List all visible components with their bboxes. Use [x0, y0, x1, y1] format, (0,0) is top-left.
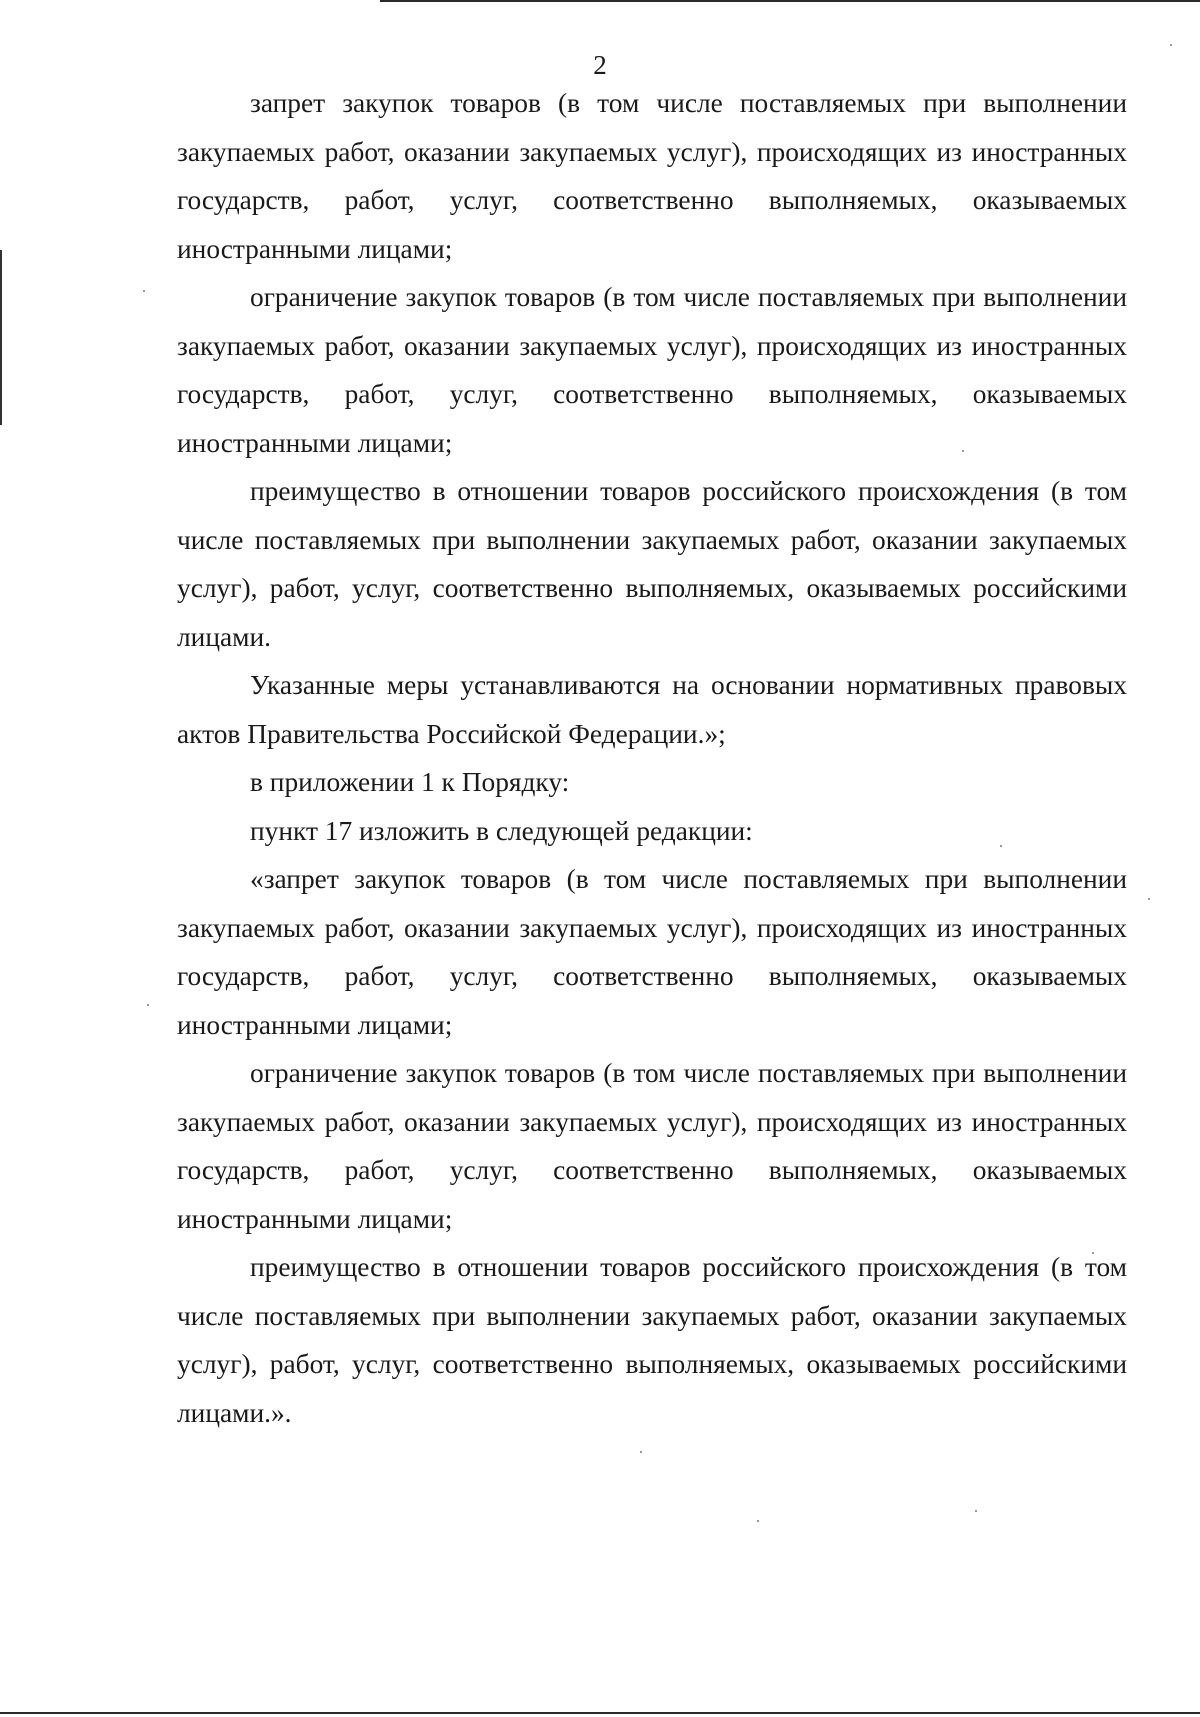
scan-speck	[1148, 898, 1150, 900]
paragraph-preference-russian-goods: преимущество в отношении товаров российского происхождения (в том числе поставляемых при выполнении закупаемых работ, оказании закупаемых услуг), работ, услуг, соответственно выполняемых, оказываемых российскими лицами.	[177, 476, 1127, 652]
scan-speck	[147, 1004, 149, 1006]
paragraph-ban-foreign-goods: запрет закупок товаров (в том числе поставляемых при выполнении закупаемых работ, оказании закупаемых услуг), происходящих из иностранных государств, работ, услуг, соответственно выполняемых, оказываемых иностранными лицами;	[177, 88, 1127, 264]
paragraph-appendix-reference: в приложении 1 к Порядку:	[250, 767, 570, 797]
paragraph-restriction-foreign-goods: ограничение закупок товаров (в том числе поставляемых при выполнении закупаемых работ, оказании закупаемых услуг), происходящих из иностранных государств, работ, услуг, соответственно выполняемых, оказываемых иностранными лицами;	[177, 282, 1127, 458]
paragraph-measures-basis: Указанные меры устанавливаются на основании нормативных правовых актов Правительства Российской Федерации.»;	[177, 670, 1127, 749]
paragraph-quoted-restriction-foreign-goods: ограничение закупок товаров (в том числе поставляемых при выполнении закупаемых работ, оказании закупаемых услуг), происходящих из иностранных государств, работ, услуг, соответственно выполняемых, оказываемых иностранными лицами;	[177, 1058, 1127, 1234]
scan-speck	[757, 1520, 759, 1522]
page-number: 2	[593, 50, 607, 80]
scan-top-border	[380, 0, 1200, 2]
scan-speck	[975, 1510, 977, 1512]
scan-speck	[1170, 44, 1172, 46]
scan-bottom-border	[0, 1712, 1200, 1714]
scan-left-border	[0, 250, 2, 425]
document-body	[177, 79, 1127, 1437]
scan-speck	[640, 1451, 642, 1453]
paragraph-quoted-preference-russian-goods: преимущество в отношении товаров российского происхождения (в том числе поставляемых при выполнении закупаемых работ, оказании закупаемых услуг), работ, услуг, соответственно выполняемых, оказываемых российскими лицами.».	[177, 1252, 1127, 1428]
paragraph-item-17-instruction: пункт 17 изложить в следующей редакции:	[250, 815, 753, 846]
paragraph-quoted-ban-foreign-goods: «запрет закупок товаров (в том числе поставляемых при выполнении закупаемых работ, оказании закупаемых услуг), происходящих из иностранных государств, работ, услуг, соответственно выполняемых, оказываемых иностранными лицами;	[177, 864, 1127, 1040]
scan-speck	[143, 290, 145, 292]
